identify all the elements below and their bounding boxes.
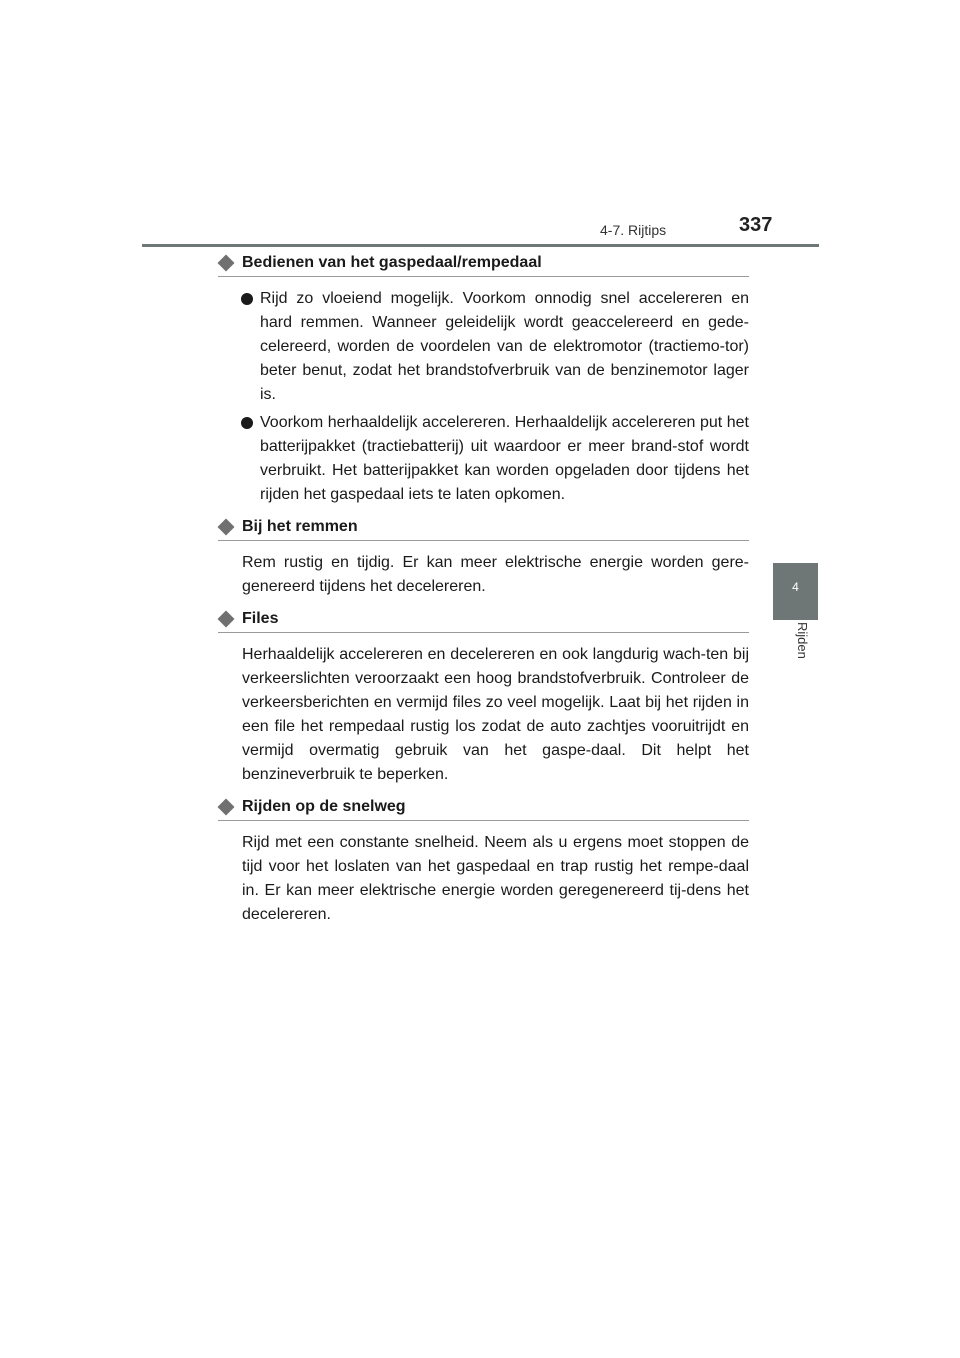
- section-braking: [218, 518, 749, 599]
- diamond-bullet-icon: [218, 799, 235, 816]
- section-heading: [218, 254, 749, 277]
- diamond-bullet-icon: [218, 611, 235, 628]
- chapter-label: Rijden: [795, 622, 810, 659]
- diamond-bullet-icon: [218, 519, 235, 536]
- header-section-title: 4-7. Rijtips: [600, 222, 667, 238]
- section-traffic-jams: [218, 610, 749, 787]
- page-number: 337: [739, 214, 773, 236]
- bullet-list: [218, 287, 749, 507]
- section-heading: [218, 610, 749, 633]
- list-item-text: Voorkom herhaaldelijk accelereren. Herhaaldelijk accelereren put het batterijpakket (tractiebatterij) uit waardoor er meer brand-stof wordt verbruikt. Het batterijpakket kan worden opgeladen door tijdens het rijden het gaspedaal iets te laten opkomen.: [260, 414, 749, 503]
- chapter-number: 4: [792, 580, 799, 594]
- diamond-bullet-icon: [218, 255, 235, 272]
- round-bullet-icon: [241, 293, 253, 305]
- round-bullet-icon: [241, 417, 253, 429]
- page-content: [218, 254, 749, 938]
- section-paragraph: Rem rustig en tijdig. Er kan meer elektrische energie worden gere-genereerd tijdens het decelereren.: [242, 554, 749, 595]
- section-heading-text: Files: [242, 610, 279, 627]
- list-item: [218, 411, 749, 507]
- section-paragraph: Herhaaldelijk accelereren en decelereren en ook langdurig wach-ten bij verkeerslichten veroorzaakt een hoog brandstofverbruik. Controleer de verkeersberichten en vermijd files zo veel mogelijk. Laat bij het rijden in een file het rempedaal rustig los zodat de auto zachtjes vooruitrijdt en vermijd overmatig gebruik van het gaspe-daal. Dit helpt het benzineverbruik te beperken.: [242, 646, 749, 783]
- section-heading-text: Bij het remmen: [242, 518, 358, 535]
- section-heading-text: Rijden op de snelweg: [242, 798, 406, 815]
- section-paragraph: Rijd met een constante snelheid. Neem als u ergens moet stoppen de tijd voor het loslaten van het gaspedaal en trap rustig het rempe-daal in. Er kan meer elektrische energie worden geregenereerd tij-dens het decelereren.: [242, 834, 749, 923]
- section-heading: [218, 518, 749, 541]
- chapter-tab[interactable]: [773, 563, 818, 620]
- list-item-text: Rijd zo vloeiend mogelijk. Voorkom onnodig snel accelereren en hard remmen. Wanneer geleidelijk wordt geaccelereerd en gede-celereerd, worden de voordelen van de elektromotor (tractiemo-tor) beter benut, zodat het brandstofverbruik van de benzinemotor lager is.: [260, 290, 749, 403]
- section-heading-text: Bedienen van het gaspedaal/rempedaal: [242, 254, 542, 271]
- section-highway: [218, 798, 749, 927]
- section-gas-brake-pedal: [218, 254, 749, 507]
- header-divider: [142, 244, 819, 247]
- section-heading: [218, 798, 749, 821]
- list-item: [218, 287, 749, 407]
